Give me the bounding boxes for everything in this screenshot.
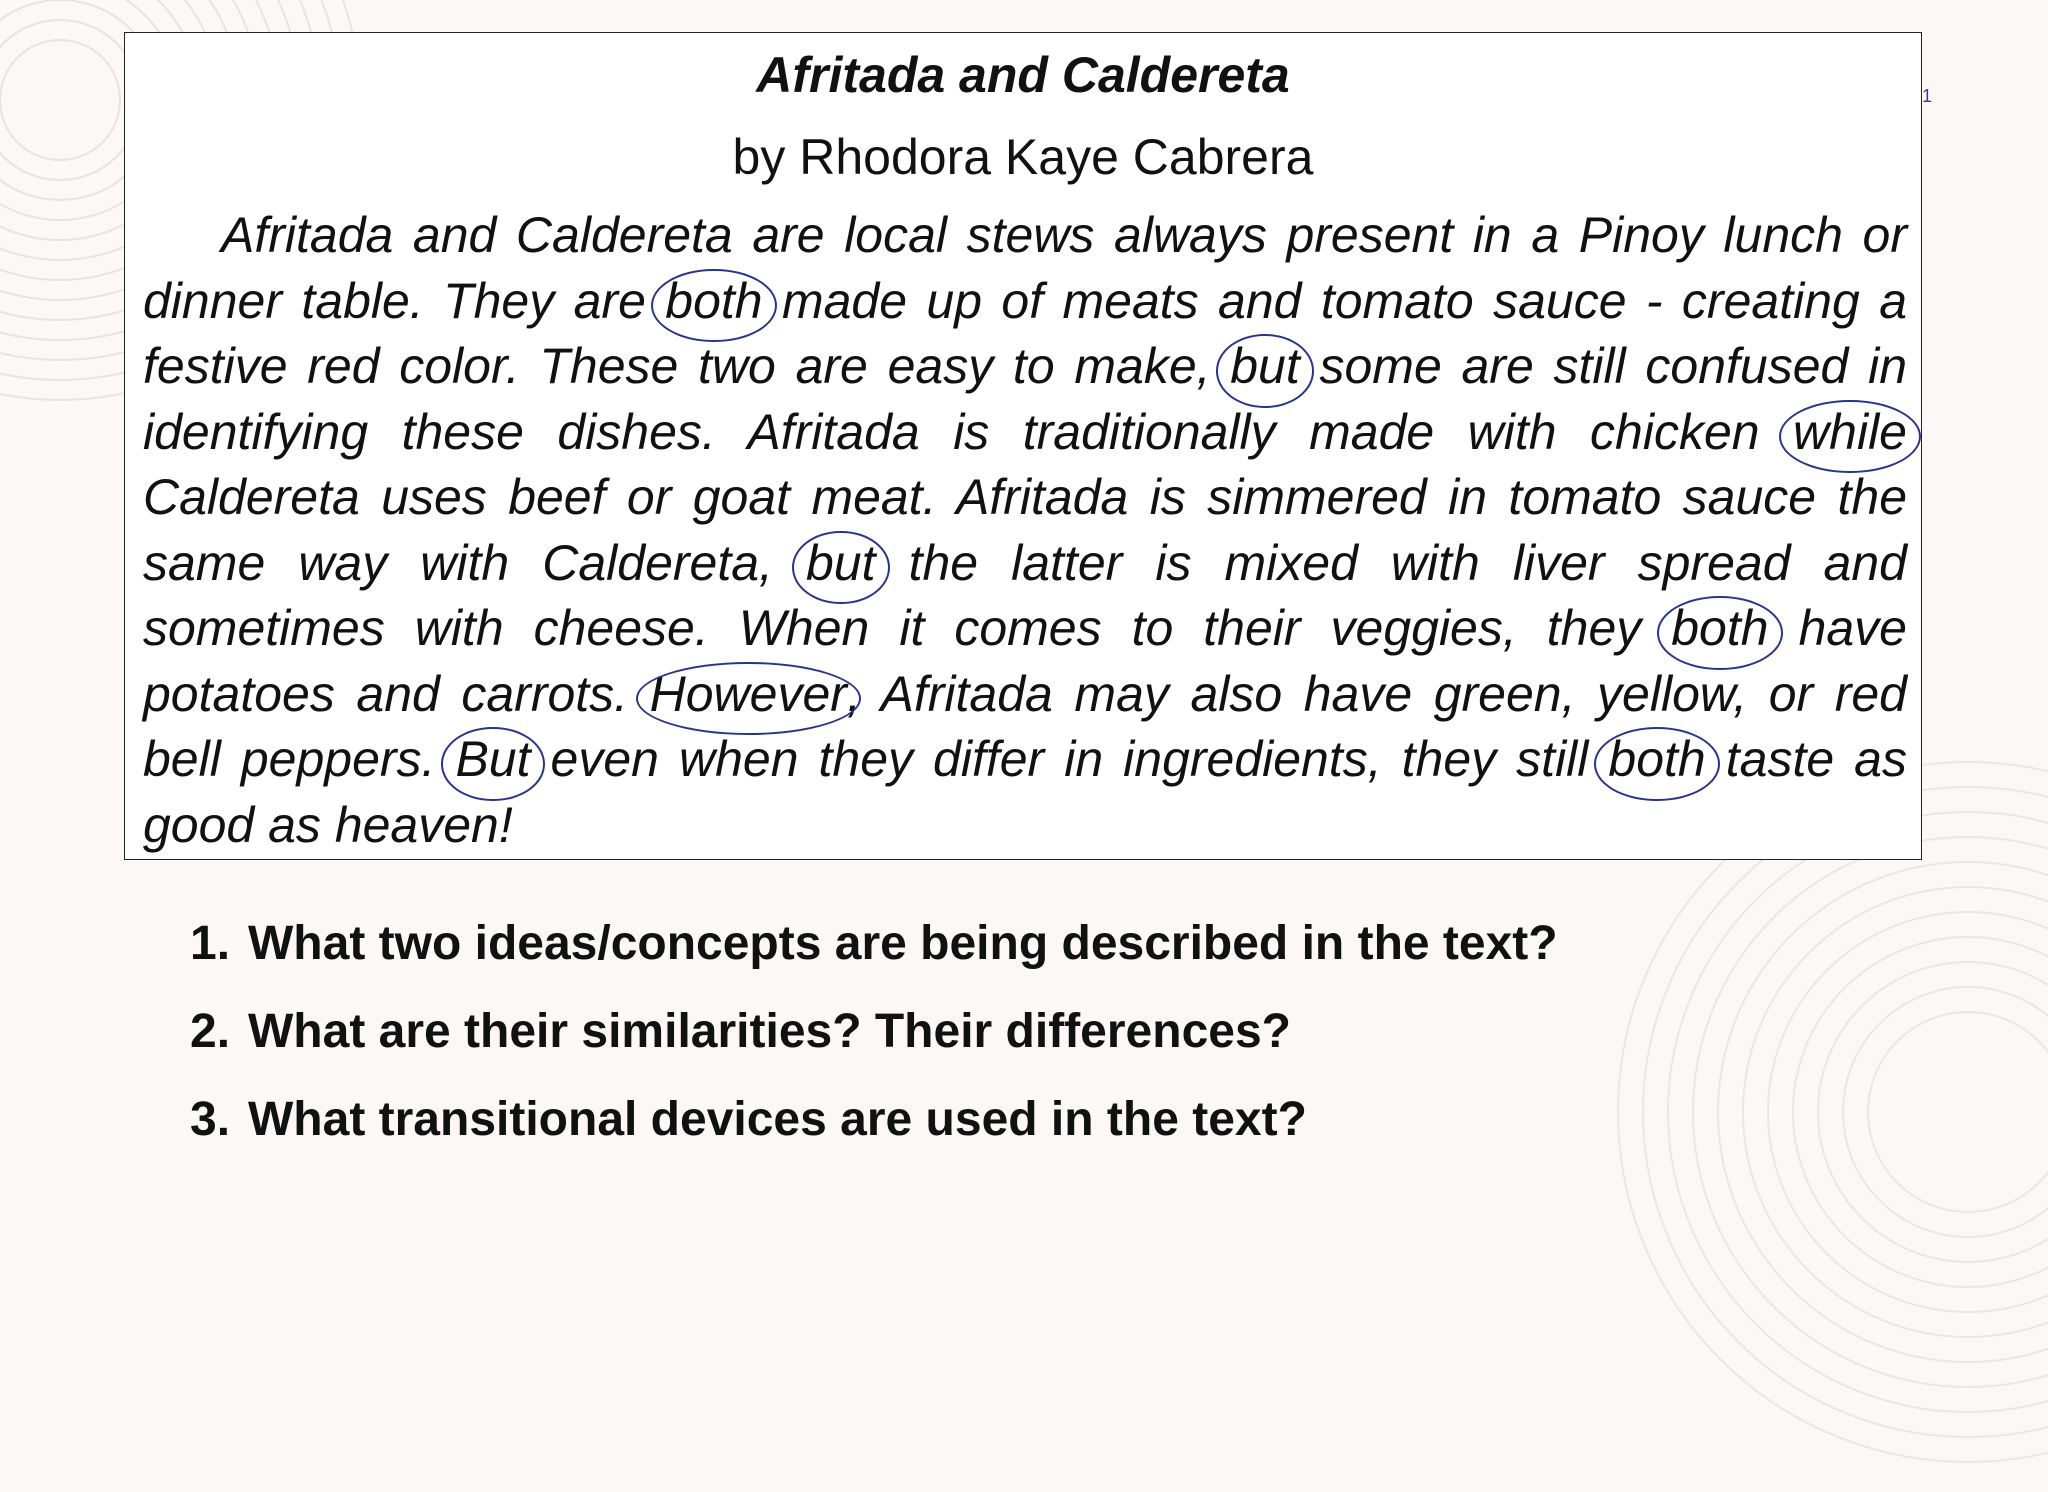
- circled-transition-word: both: [1671, 596, 1768, 662]
- passage-text-segment: Afritada and Caldereta are local stews always present in a Pinoy lunch or dinner table. They are: [143, 207, 1907, 329]
- page-mark: 1: [1922, 86, 1933, 106]
- passage-text-segment: some are still confused in identifying these dishes. Afritada is traditionally made with chicken: [143, 338, 1907, 460]
- question-item: [190, 988, 1558, 1076]
- question-number: 1.: [190, 917, 231, 970]
- question-number: 2.: [190, 1005, 231, 1058]
- question-text: What are their similarities? Their differences?: [248, 1005, 1291, 1058]
- circled-transition-word: while: [1793, 400, 1907, 466]
- passage-author: by Rhodora Kaye Cabrera: [732, 129, 1314, 185]
- circled-transition-word: However: [650, 662, 847, 728]
- passage-text: [143, 203, 1907, 858]
- passage-text-segment: even when they differ in ingredients, they still: [530, 731, 1609, 787]
- question-item: [190, 900, 1558, 988]
- passage-text-segment: the latter is mixed with liver spread and sometimes with cheese. When it comes to their veggies, they: [143, 534, 1907, 656]
- reading-passage-box: [124, 32, 1922, 860]
- passage-text-segment: have potatoes and carrots.: [143, 600, 1907, 722]
- circled-transition-word: both: [665, 269, 762, 335]
- passage-text-segment: made up of meats and tomato sauce - creating a festive red color. These two are easy to make,: [143, 272, 1907, 394]
- circled-transition-word: both: [1608, 727, 1705, 793]
- circled-transition-word: but: [806, 531, 876, 597]
- question-number: 3.: [190, 1093, 231, 1146]
- passage-text-segment: Caldereta uses beef or goat meat. Afritada is simmered in tomato sauce the same way with Caldereta,: [143, 469, 1907, 591]
- question-text: What two ideas/concepts are being described in the text?: [248, 917, 1558, 970]
- circled-transition-word: But: [455, 727, 530, 793]
- passage-text-segment: , Afritada may also have green, yellow, or red bell peppers.: [143, 665, 1907, 787]
- question-list: [190, 900, 1558, 1164]
- question-item: [190, 1076, 1558, 1164]
- passage-title: Afritada and Caldereta: [756, 47, 1290, 103]
- passage-text-segment: taste as good as heaven!: [143, 731, 1907, 853]
- question-text: What transitional devices are used in the text?: [248, 1093, 1307, 1146]
- circled-transition-word: but: [1230, 334, 1300, 400]
